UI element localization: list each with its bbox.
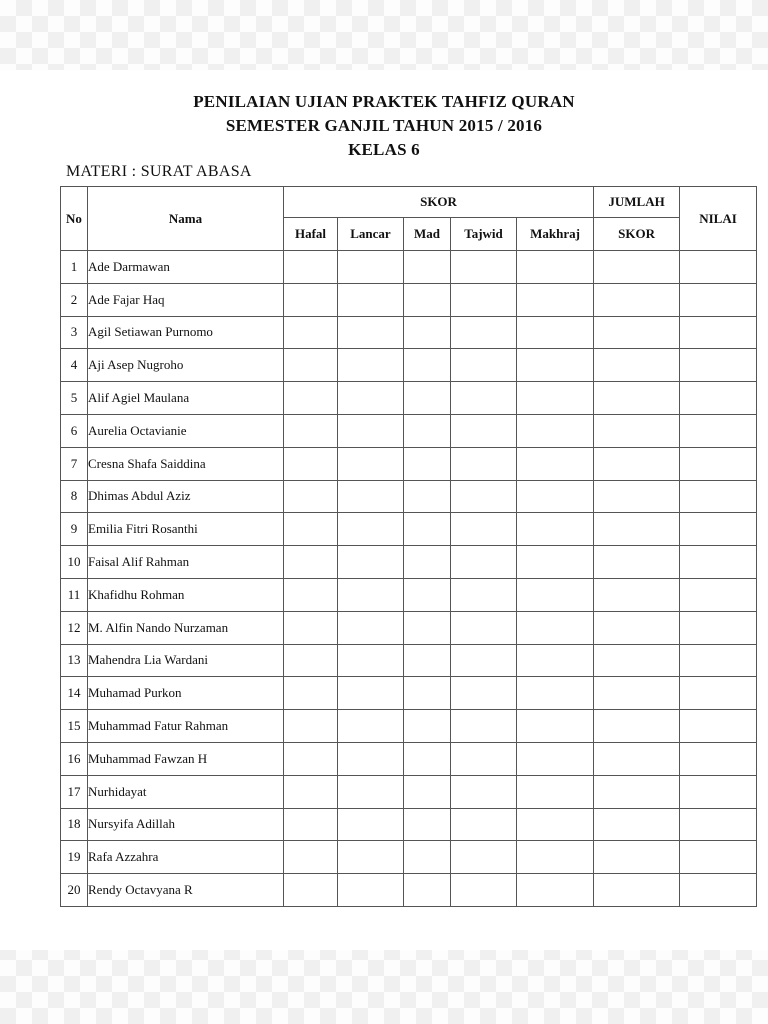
student-name: Muhammad Fawzan H: [88, 742, 284, 775]
score-cell-tajwid[interactable]: [451, 283, 517, 316]
score-cell-mad[interactable]: [404, 513, 451, 546]
student-name: Nurhidayat: [88, 775, 284, 808]
score-cell-mad[interactable]: [404, 710, 451, 743]
student-name: Mahendra Lia Wardani: [88, 644, 284, 677]
score-cell-jumlah[interactable]: [594, 447, 680, 480]
score-cell-tajwid[interactable]: [451, 710, 517, 743]
table-row: [61, 546, 757, 579]
score-cell-lancar[interactable]: [338, 611, 404, 644]
score-cell-jumlah[interactable]: [594, 480, 680, 513]
row-number: 13: [61, 644, 88, 677]
row-number: 3: [61, 316, 88, 349]
score-cell-mad[interactable]: [404, 414, 451, 447]
score-cell-jumlah[interactable]: [594, 644, 680, 677]
table-row: [61, 382, 757, 415]
row-number: 19: [61, 841, 88, 874]
score-cell-lancar[interactable]: [338, 710, 404, 743]
score-cell-tajwid[interactable]: [451, 546, 517, 579]
score-cell-nilai[interactable]: [680, 578, 757, 611]
student-name: Alif Agiel Maulana: [88, 382, 284, 415]
row-number: 1: [61, 251, 88, 284]
score-cell-hafal[interactable]: [284, 808, 338, 841]
score-cell-jumlah[interactable]: [594, 382, 680, 415]
score-cell-lancar[interactable]: [338, 414, 404, 447]
score-cell-lancar[interactable]: [338, 874, 404, 907]
score-cell-makhraj[interactable]: [517, 283, 594, 316]
score-cell-mad[interactable]: [404, 546, 451, 579]
score-cell-hafal[interactable]: [284, 382, 338, 415]
score-cell-tajwid[interactable]: [451, 414, 517, 447]
score-cell-jumlah[interactable]: [594, 742, 680, 775]
score-cell-jumlah[interactable]: [594, 316, 680, 349]
score-cell-mad[interactable]: [404, 677, 451, 710]
col-header-hafal: Hafal: [284, 218, 338, 251]
row-number: 12: [61, 611, 88, 644]
score-cell-hafal[interactable]: [284, 447, 338, 480]
score-cell-makhraj[interactable]: [517, 644, 594, 677]
score-cell-tajwid[interactable]: [451, 677, 517, 710]
col-header-skor: SKOR: [284, 187, 594, 218]
score-cell-tajwid[interactable]: [451, 644, 517, 677]
score-cell-hafal[interactable]: [284, 251, 338, 284]
score-cell-makhraj[interactable]: [517, 775, 594, 808]
score-cell-makhraj[interactable]: [517, 578, 594, 611]
score-cell-makhraj[interactable]: [517, 742, 594, 775]
score-cell-mad[interactable]: [404, 611, 451, 644]
score-cell-nilai[interactable]: [680, 349, 757, 382]
score-cell-hafal[interactable]: [284, 710, 338, 743]
score-cell-nilai[interactable]: [680, 808, 757, 841]
table-row: [61, 710, 757, 743]
score-cell-tajwid[interactable]: [451, 841, 517, 874]
score-cell-tajwid[interactable]: [451, 775, 517, 808]
score-cell-hafal[interactable]: [284, 677, 338, 710]
score-cell-tajwid[interactable]: [451, 349, 517, 382]
score-cell-lancar[interactable]: [338, 546, 404, 579]
col-header-no: No: [61, 187, 88, 251]
table-row: [61, 874, 757, 907]
score-cell-makhraj[interactable]: [517, 874, 594, 907]
score-cell-mad[interactable]: [404, 316, 451, 349]
score-cell-nilai[interactable]: [680, 677, 757, 710]
score-cell-hafal[interactable]: [284, 349, 338, 382]
student-name: Ade Fajar Haq: [88, 283, 284, 316]
student-name: Muhammad Fatur Rahman: [88, 710, 284, 743]
row-number: 15: [61, 710, 88, 743]
score-cell-mad[interactable]: [404, 742, 451, 775]
materi-label: MATERI : SURAT ABASA: [66, 163, 252, 180]
col-header-jumlah: JUMLAH: [594, 187, 680, 218]
student-name: Dhimas Abdul Aziz: [88, 480, 284, 513]
score-cell-makhraj[interactable]: [517, 677, 594, 710]
score-cell-hafal[interactable]: [284, 513, 338, 546]
score-cell-tajwid[interactable]: [451, 808, 517, 841]
row-number: 2: [61, 283, 88, 316]
score-cell-mad[interactable]: [404, 349, 451, 382]
score-cell-nilai[interactable]: [680, 710, 757, 743]
score-cell-nilai[interactable]: [680, 447, 757, 480]
score-cell-mad[interactable]: [404, 251, 451, 284]
student-name: Muhamad Purkon: [88, 677, 284, 710]
score-cell-tajwid[interactable]: [451, 316, 517, 349]
table-row: [61, 841, 757, 874]
row-number: 8: [61, 480, 88, 513]
table-row: [61, 349, 757, 382]
score-cell-makhraj[interactable]: [517, 349, 594, 382]
table-row: [61, 677, 757, 710]
table-body: [61, 251, 757, 907]
score-cell-nilai[interactable]: [680, 513, 757, 546]
score-cell-mad[interactable]: [404, 480, 451, 513]
score-cell-lancar[interactable]: [338, 677, 404, 710]
title-line-3: KELAS 6: [348, 140, 420, 159]
score-cell-lancar[interactable]: [338, 251, 404, 284]
score-cell-mad[interactable]: [404, 808, 451, 841]
score-cell-jumlah[interactable]: [594, 546, 680, 579]
table-row: [61, 644, 757, 677]
table-row: [61, 447, 757, 480]
col-header-makhraj: Makhraj: [517, 218, 594, 251]
score-cell-nilai[interactable]: [680, 382, 757, 415]
score-cell-hafal[interactable]: [284, 841, 338, 874]
score-cell-makhraj[interactable]: [517, 480, 594, 513]
score-cell-lancar[interactable]: [338, 841, 404, 874]
student-name: Khafidhu Rohman: [88, 578, 284, 611]
score-cell-tajwid[interactable]: [451, 578, 517, 611]
score-cell-hafal[interactable]: [284, 742, 338, 775]
table-row: [61, 480, 757, 513]
score-cell-tajwid[interactable]: [451, 480, 517, 513]
score-cell-jumlah[interactable]: [594, 251, 680, 284]
score-cell-makhraj[interactable]: [517, 808, 594, 841]
score-cell-lancar[interactable]: [338, 480, 404, 513]
score-cell-lancar[interactable]: [338, 808, 404, 841]
student-name: Aji Asep Nugroho: [88, 349, 284, 382]
col-header-jumlah-skor: SKOR: [594, 218, 680, 251]
score-cell-nilai[interactable]: [680, 841, 757, 874]
score-cell-jumlah[interactable]: [594, 414, 680, 447]
score-cell-tajwid[interactable]: [451, 611, 517, 644]
title-line-2: SEMESTER GANJIL TAHUN 2015 / 2016: [225, 116, 543, 135]
row-number: 16: [61, 742, 88, 775]
score-cell-lancar[interactable]: [338, 742, 404, 775]
score-cell-mad[interactable]: [404, 578, 451, 611]
student-name: Ade Darmawan: [88, 251, 284, 284]
score-cell-lancar[interactable]: [338, 316, 404, 349]
score-cell-hafal[interactable]: [284, 480, 338, 513]
score-cell-nilai[interactable]: [680, 414, 757, 447]
table-row: [61, 283, 757, 316]
score-cell-makhraj[interactable]: [517, 546, 594, 579]
score-cell-jumlah[interactable]: [594, 874, 680, 907]
score-cell-tajwid[interactable]: [451, 874, 517, 907]
row-number: 11: [61, 578, 88, 611]
score-cell-lancar[interactable]: [338, 283, 404, 316]
score-cell-lancar[interactable]: [338, 382, 404, 415]
row-number: 17: [61, 775, 88, 808]
row-number: 18: [61, 808, 88, 841]
score-cell-lancar[interactable]: [338, 447, 404, 480]
score-cell-makhraj[interactable]: [517, 513, 594, 546]
score-cell-makhraj[interactable]: [517, 611, 594, 644]
score-cell-lancar[interactable]: [338, 513, 404, 546]
row-number: 5: [61, 382, 88, 415]
score-cell-lancar[interactable]: [338, 644, 404, 677]
student-name: Rafa Azzahra: [88, 841, 284, 874]
score-cell-mad[interactable]: [404, 841, 451, 874]
score-cell-hafal[interactable]: [284, 414, 338, 447]
row-number: 4: [61, 349, 88, 382]
score-cell-nilai[interactable]: [680, 251, 757, 284]
score-cell-hafal[interactable]: [284, 775, 338, 808]
table-row: [61, 578, 757, 611]
score-cell-tajwid[interactable]: [451, 513, 517, 546]
student-name: Emilia Fitri Rosanthi: [88, 513, 284, 546]
score-cell-jumlah[interactable]: [594, 283, 680, 316]
col-header-nama: Nama: [88, 187, 284, 251]
score-cell-makhraj[interactable]: [517, 447, 594, 480]
score-cell-nilai[interactable]: [680, 546, 757, 579]
score-cell-hafal[interactable]: [284, 316, 338, 349]
score-cell-jumlah[interactable]: [594, 349, 680, 382]
row-number: 10: [61, 546, 88, 579]
score-cell-tajwid[interactable]: [451, 447, 517, 480]
score-cell-hafal[interactable]: [284, 644, 338, 677]
student-name: Aurelia Octavianie: [88, 414, 284, 447]
score-cell-tajwid[interactable]: [451, 251, 517, 284]
score-cell-makhraj[interactable]: [517, 841, 594, 874]
score-cell-nilai[interactable]: [680, 316, 757, 349]
score-cell-hafal[interactable]: [284, 874, 338, 907]
score-cell-hafal[interactable]: [284, 283, 338, 316]
row-number: 6: [61, 414, 88, 447]
row-number: 9: [61, 513, 88, 546]
score-cell-jumlah[interactable]: [594, 611, 680, 644]
student-name: Faisal Alif Rahman: [88, 546, 284, 579]
table-row: [61, 775, 757, 808]
table-row: [61, 808, 757, 841]
score-cell-jumlah[interactable]: [594, 513, 680, 546]
score-cell-mad[interactable]: [404, 382, 451, 415]
student-name: Agil Setiawan Purnomo: [88, 316, 284, 349]
score-cell-jumlah[interactable]: [594, 775, 680, 808]
table-row: [61, 513, 757, 546]
table-row: [61, 742, 757, 775]
score-cell-nilai[interactable]: [680, 742, 757, 775]
score-cell-lancar[interactable]: [338, 349, 404, 382]
score-cell-jumlah[interactable]: [594, 841, 680, 874]
score-cell-makhraj[interactable]: [517, 251, 594, 284]
score-cell-hafal[interactable]: [284, 546, 338, 579]
score-cell-jumlah[interactable]: [594, 808, 680, 841]
score-cell-hafal[interactable]: [284, 611, 338, 644]
student-name: Cresna Shafa Saiddina: [88, 447, 284, 480]
score-cell-tajwid[interactable]: [451, 382, 517, 415]
score-cell-nilai[interactable]: [680, 480, 757, 513]
score-cell-nilai[interactable]: [680, 644, 757, 677]
score-cell-jumlah[interactable]: [594, 710, 680, 743]
title-line-1: PENILAIAN UJIAN PRAKTEK TAHFIZ QURAN: [193, 92, 575, 111]
score-cell-mad[interactable]: [404, 644, 451, 677]
student-name: Rendy Octavyana R: [88, 874, 284, 907]
score-cell-lancar[interactable]: [338, 775, 404, 808]
student-name: Nursyifa Adillah: [88, 808, 284, 841]
score-cell-mad[interactable]: [404, 447, 451, 480]
student-name: M. Alfin Nando Nurzaman: [88, 611, 284, 644]
score-cell-nilai[interactable]: [680, 775, 757, 808]
score-cell-hafal[interactable]: [284, 578, 338, 611]
col-header-nilai: NILAI: [680, 187, 757, 251]
col-header-mad: Mad: [404, 218, 451, 251]
score-cell-nilai[interactable]: [680, 283, 757, 316]
score-cell-lancar[interactable]: [338, 578, 404, 611]
score-cell-nilai[interactable]: [680, 611, 757, 644]
score-cell-jumlah[interactable]: [594, 578, 680, 611]
score-cell-tajwid[interactable]: [451, 742, 517, 775]
score-cell-makhraj[interactable]: [517, 414, 594, 447]
table-row: [61, 414, 757, 447]
row-number: 14: [61, 677, 88, 710]
score-cell-makhraj[interactable]: [517, 316, 594, 349]
score-table: [60, 186, 757, 907]
score-cell-jumlah[interactable]: [594, 677, 680, 710]
score-cell-nilai[interactable]: [680, 874, 757, 907]
row-number: 20: [61, 874, 88, 907]
table-row: [61, 611, 757, 644]
score-cell-mad[interactable]: [404, 874, 451, 907]
table-row: [61, 251, 757, 284]
row-number: 7: [61, 447, 88, 480]
col-header-lancar: Lancar: [338, 218, 404, 251]
table-row: [61, 316, 757, 349]
col-header-tajwid: Tajwid: [451, 218, 517, 251]
score-cell-mad[interactable]: [404, 775, 451, 808]
score-cell-makhraj[interactable]: [517, 710, 594, 743]
score-cell-mad[interactable]: [404, 283, 451, 316]
score-cell-makhraj[interactable]: [517, 382, 594, 415]
document-page: [0, 70, 768, 950]
